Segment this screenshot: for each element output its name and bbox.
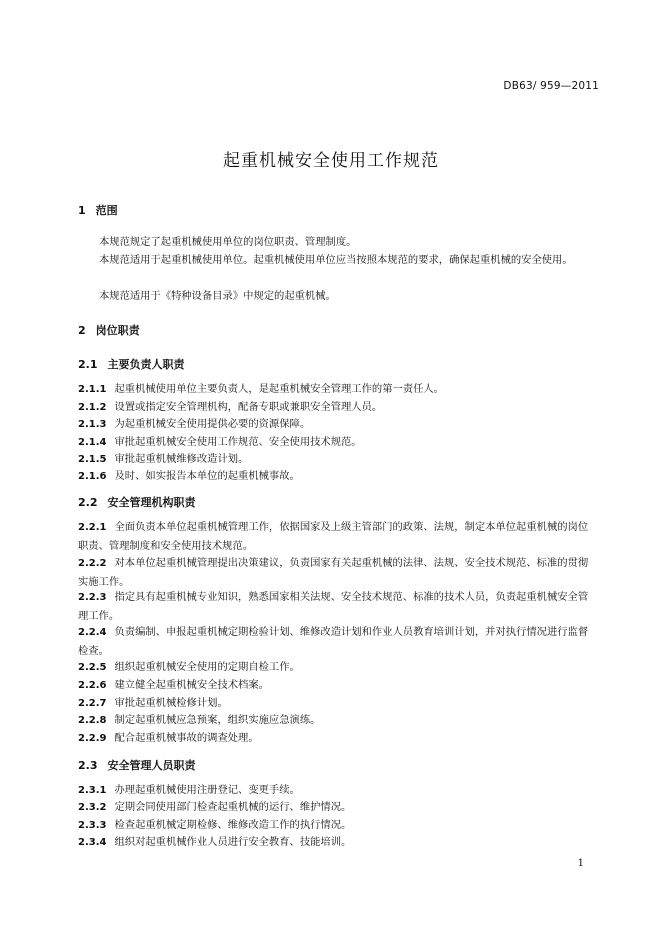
section-2-heading [78, 322, 140, 338]
scope-paragraph-3: 本规范适用于《特种设备目录》中规定的起重机械。 [99, 290, 336, 302]
section-title: 范围 [95, 204, 118, 217]
clause-2-2-8: 2.2.8 制定起重机械应急预案，组织实施应急演练。 [78, 714, 321, 726]
section-number: 2 [78, 324, 86, 337]
clause-2-2-9: 2.2.9 配合起重机械事故的调查处理。 [78, 732, 259, 744]
clause-2-3-4: 2.3.4 组织对起重机械作业人员进行安全教育、技能培训。 [78, 836, 352, 848]
clause-2-2-3: 2.2.3 指定具有起重机械专业知识，熟悉国家相关法规、安全技术规范、标准的技术人员，负责起重机械安全管理工作。 [78, 591, 589, 622]
document-code: DB63/ 959—2011 [503, 80, 599, 92]
clause-2-2-7: 2.2.7 审批起重机械检修计划。 [78, 697, 228, 709]
clause-2-2-1: 2.2.1 全面负责本单位起重机械管理工作，依据国家及上级主管部门的政策、法规，制定本单位起重机械的岗位职责、管理制度和安全使用技术规范。 [78, 521, 589, 552]
clause-2-1-4: 2.1.4 审批起重机械安全使用工作规范、安全使用技术规范。 [78, 436, 362, 448]
clause-2-2-2: 2.2.2 对本单位起重机械管理提出决策建议，负责国家有关起重机械的法律、法规、安全技术规范、标准的贯彻实施工作。 [78, 557, 589, 588]
section-1-heading [78, 202, 118, 218]
subsection-number: 2.3 [78, 759, 98, 772]
subsection-title: 安全管理人员职责 [107, 759, 196, 772]
clause-2-2-5: 2.2.5 组织起重机械安全使用的定期自检工作。 [78, 661, 300, 673]
scope-paragraph-2: 本规范适用于起重机械使用单位。起重机械使用单位应当按照本规范的要求，确保起重机械的安全使用。 [99, 254, 573, 266]
clause-2-1-6: 2.1.6 及时、如实报告本单位的起重机械事故。 [78, 470, 300, 482]
page-title: 起重机械安全使用工作规范 [223, 151, 439, 171]
clause-2-2-6: 2.2.6 建立健全起重机械安全技术档案。 [78, 679, 269, 691]
clause-2-1-5: 2.1.5 审批起重机械维修改造计划。 [78, 453, 249, 465]
subsection-2-2-heading [78, 494, 196, 510]
clause-2-1-1: 2.1.1 起重机械使用单位主要负责人，是起重机械安全管理工作的第一责任人。 [78, 383, 444, 395]
subsection-number: 2.2 [78, 496, 98, 509]
page-number: 1 [577, 858, 584, 869]
subsection-title: 主要负责人职责 [107, 358, 185, 371]
clause-2-3-3: 2.3.3 检查起重机械定期检修、维修改造工作的执行情况。 [78, 819, 352, 831]
clause-2-3-1: 2.3.1 办理起重机械使用注册登记、变更手续。 [78, 784, 300, 796]
subsection-number: 2.1 [78, 358, 98, 371]
section-title: 岗位职责 [95, 324, 140, 337]
clause-2-1-3: 2.1.3 为起重机械安全使用提供必要的资源保障。 [78, 418, 311, 430]
subsection-2-1-heading [78, 356, 185, 372]
clause-2-1-2: 2.1.2 设置或指定安全管理机构，配备专职或兼职安全管理人员。 [78, 401, 383, 413]
subsection-2-3-heading [78, 757, 196, 773]
section-number: 1 [78, 204, 86, 217]
clause-2-3-2: 2.3.2 定期会同使用部门检查起重机械的运行、维护情况。 [78, 801, 352, 813]
scope-paragraph-1: 本规范规定了起重机械使用单位的岗位职责、管理制度。 [99, 236, 357, 248]
subsection-title: 安全管理机构职责 [107, 496, 196, 509]
clause-2-2-4: 2.2.4 负责编制、申报起重机械定期检验计划、维修改造计划和作业人员教育培训计划，并对执行情况进行监督检查。 [78, 626, 589, 657]
